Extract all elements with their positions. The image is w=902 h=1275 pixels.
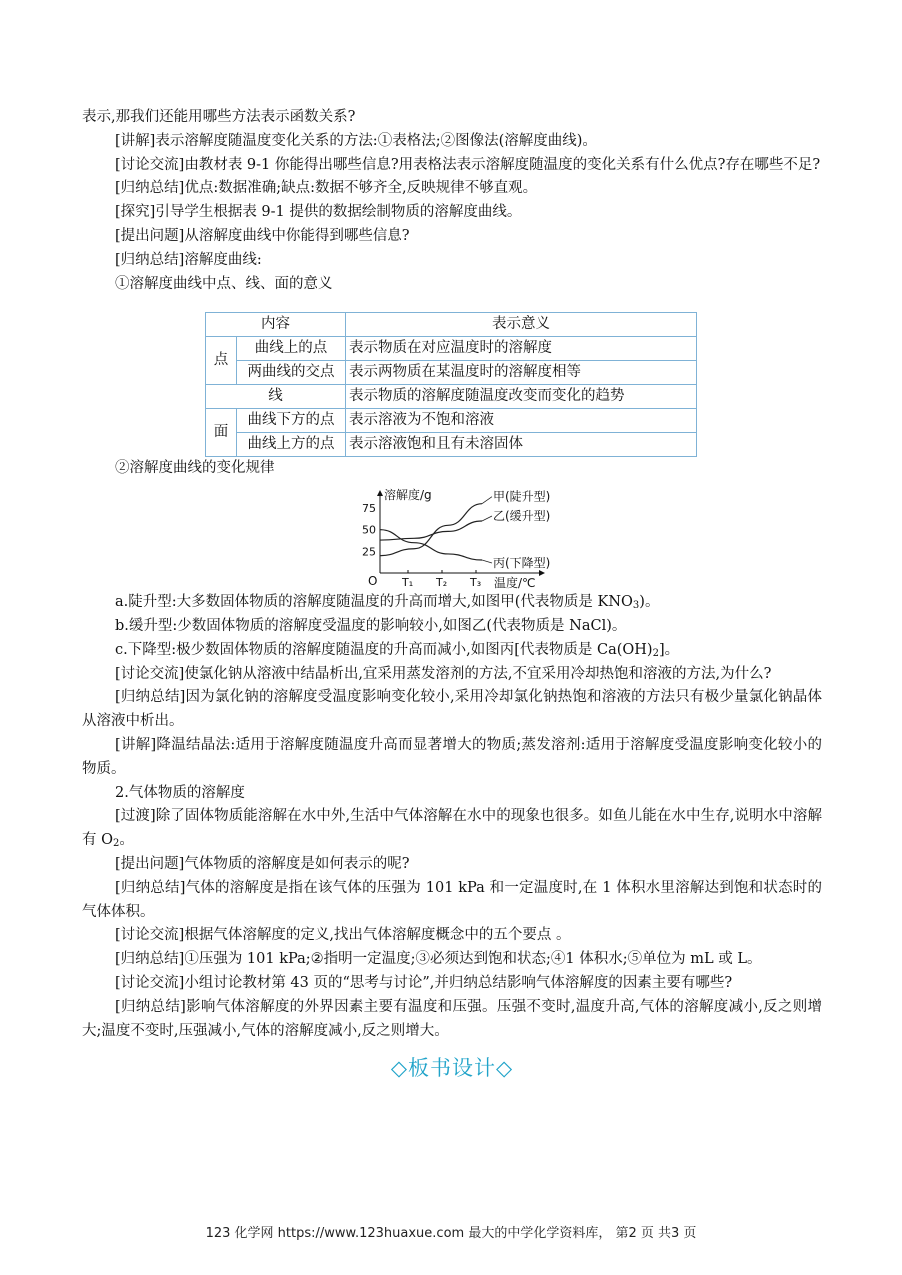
document-body <box>82 106 822 1081</box>
subscript: 2 <box>113 838 120 850</box>
table-group-cell: 面 <box>206 409 237 457</box>
paragraph <box>82 805 822 853</box>
subscript: 3 <box>632 600 640 612</box>
leader-line <box>482 560 492 563</box>
paragraph <box>82 615 822 639</box>
subscript: 2 <box>652 647 659 659</box>
paragraph: [归纳总结]优点:数据准确;缺点:数据不够齐全,反映规律不够直观。 <box>115 180 538 197</box>
paragraph: 表示,那我们还能用哪些方法表示函数关系? <box>82 109 356 125</box>
x-axis-arrow <box>539 570 545 576</box>
paragraph <box>82 639 822 663</box>
paragraph <box>82 734 822 782</box>
x-tick-label: T₁ <box>402 576 414 590</box>
paragraph-text: c.下降型:极少数固体物质的溶解度随温度的升高而减小,如图丙[代表物质是 Ca(OH) <box>115 641 653 658</box>
series-label: 甲(陡升型) <box>493 489 551 504</box>
bottom-paragraphs <box>82 591 822 1043</box>
paragraph: [探究]引导学生根据表 9-1 提供的数据绘制物质的溶解度曲线。 <box>115 204 522 221</box>
table-group-cell: 点 <box>206 337 237 385</box>
paragraph-text: [讨论交流]使氯化钠从溶液中结晶析出,宜采用蒸发溶剂的方法,不宜采用冷却热饱和溶液的方法,为什么? <box>115 665 772 682</box>
series-label: 丙(下降型) <box>493 556 551 571</box>
paragraph <box>82 972 822 996</box>
x-tick-label: T₂ <box>436 576 448 590</box>
paragraph-text: [讨论交流]根据气体溶解度的定义,找出气体溶解度概念中的五个要点 。 <box>115 927 571 944</box>
table-header-cell: 内容 <box>206 313 346 337</box>
solubility-chart-svg <box>358 487 558 589</box>
page-footer: 123 化学网 https://www.123huaxue.com 最大的中学化学资料库， 第2 页 共3 页 <box>205 1226 697 1241</box>
paragraph-text: )。 <box>639 594 660 611</box>
x-axis-label: 温度/℃ <box>494 576 536 590</box>
paragraph: [归纳总结]溶解度曲线: <box>115 251 262 268</box>
leader-line <box>482 497 492 504</box>
solubility-chart <box>358 487 558 589</box>
paragraph-text: [归纳总结]气体的溶解度是指在该气体的压强为 101 kPa 和一定温度时,在 1 体积水里溶解达到饱和状态时的气体体积。 <box>82 879 822 920</box>
paragraph <box>82 853 822 877</box>
table-cell: 两曲线的交点 <box>237 361 346 385</box>
table-row <box>206 409 697 433</box>
leader-line <box>482 516 492 521</box>
paragraph-text: [讲解]降温结晶法:适用于溶解度随温度升高而显著增大的物质;蒸发溶剂:适用于溶解度受温度影响变化较小的物质。 <box>82 736 822 777</box>
paragraph-text: [归纳总结]影响气体溶解度的外界因素主要有温度和压强。压强不变时,温度升高,气体的溶解度减小,反之则增大;温度不变时,压强减小,气体的溶解度减小,反之则增大。 <box>82 998 822 1039</box>
paragraph: ①溶解度曲线中点、线、面的意义 <box>115 275 333 292</box>
paragraph: [讨论交流]由教材表 9-1 你能得出哪些信息?用表格法表示溶解度随温度的变化关系有什么优点?存在哪些不足? <box>115 156 821 173</box>
paragraph-text: 2.气体物质的溶解度 <box>115 784 245 801</box>
paragraph <box>82 663 822 687</box>
series-line <box>380 530 482 560</box>
paragraph <box>82 686 822 734</box>
paragraph-text: b.缓升型:少数固体物质的溶解度受温度的影响较小,如图乙(代表物质是 NaCl)。 <box>115 617 627 634</box>
table-header-cell: 表示意义 <box>346 313 697 337</box>
origin-label: O <box>368 574 378 589</box>
y-tick-label: 25 <box>362 545 376 559</box>
table-group-cell: 线 <box>206 385 346 409</box>
table-row <box>206 337 697 361</box>
y-tick-label: 75 <box>362 502 376 516</box>
paragraph <box>82 591 822 615</box>
paragraph: [讲解]表示溶解度随温度变化关系的方法:①表格法;②图像法(溶解度曲线)。 <box>115 132 597 149</box>
paragraph <box>82 877 822 925</box>
paragraph-text: [讨论交流]小组讨论教材第 43 页的“思考与讨论”,并归纳总结影响气体溶解度的因素主要有哪些? <box>115 974 733 991</box>
paragraph-text: [归纳总结]因为氯化钠的溶解度受温度影响变化较小,采用冷却氯化钠热饱和溶液的方法只有极少量氯化钠晶体从溶液中析出。 <box>82 689 822 730</box>
paragraph-text: 。 <box>119 832 134 849</box>
table-cell: 表示物质在对应温度时的溶解度 <box>346 337 697 361</box>
table-row <box>206 361 697 385</box>
paragraph-text: a.陡升型:大多数固体物质的溶解度随温度的升高而增大,如图甲(代表物质是 KNO <box>115 594 633 611</box>
section-heading: ◇板书设计◇ <box>390 1056 514 1081</box>
paragraph-text: ]。 <box>658 641 680 658</box>
table-cell: 表示溶液饱和且有未溶固体 <box>346 433 697 457</box>
table-cell: 表示溶液为不饱和溶液 <box>346 409 697 433</box>
table-row <box>206 433 697 457</box>
meaning-table <box>205 312 697 457</box>
paragraph <box>82 782 822 806</box>
y-tick-label: 50 <box>362 523 376 537</box>
table-row <box>206 385 697 409</box>
paragraph <box>82 948 822 972</box>
paragraph-text: [过渡]除了固体物质能溶解在水中外,生活中气体溶解在水中的现象也很多。如鱼儿能在水中生存,说明水中溶解有 O <box>82 808 822 849</box>
y-axis-label: 溶解度/g <box>384 488 432 503</box>
chart-caption: ②溶解度曲线的变化规律 <box>115 460 275 477</box>
table-cell: 曲线上方的点 <box>237 433 346 457</box>
paragraph <box>82 996 822 1044</box>
paragraph-text: [归纳总结]①压强为 101 kPa;②指明一定温度;③必须达到饱和状态;④1 体积水;⑤单位为 mL 或 L。 <box>115 951 762 968</box>
y-axis-arrow <box>377 490 383 496</box>
paragraph: [提出问题]从溶解度曲线中你能得到哪些信息? <box>115 227 410 244</box>
x-tick-label: T₃ <box>470 576 482 590</box>
paragraph <box>82 924 822 948</box>
table-cell: 曲线下方的点 <box>237 409 346 433</box>
paragraph-text: [提出问题]气体物质的溶解度是如何表示的呢? <box>115 855 410 872</box>
series-label: 乙(缓升型) <box>493 509 551 524</box>
table-cell: 曲线上的点 <box>237 337 346 361</box>
table-cell: 表示两物质在某温度时的溶解度相等 <box>346 361 697 385</box>
table-header-row <box>206 313 697 337</box>
table-cell: 表示物质的溶解度随温度改变而变化的趋势 <box>346 385 697 409</box>
